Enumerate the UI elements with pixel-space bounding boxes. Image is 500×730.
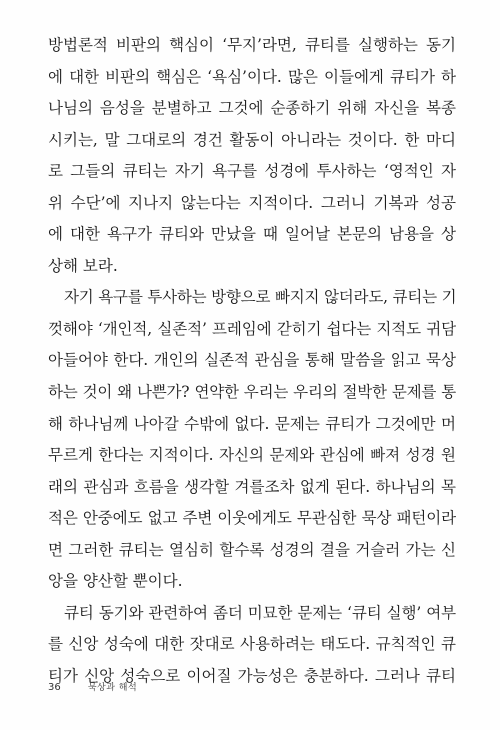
text-line: 면 그러한 큐티는 열심히 할수록 성경의 결을 거슬러 가는 신 [48,540,456,559]
text-line: 껏해야 ‘개인적, 실존적’ 프레임에 갇히기 쉽다는 지적도 귀담 [48,319,456,338]
text-line: 시키는, 말 그대로의 경건 활동이 아니라는 것이다. 한 마디 [48,130,456,149]
text-line: 아들어야 한다. 개인의 실존적 관심을 통해 말씀을 읽고 묵상 [48,351,456,370]
paragraph-1 [48,30,456,282]
paragraph-2 [48,282,456,597]
text-line: 하는 것이 왜 나쁜가? 연약한 우리는 우리의 절박한 문제를 통 [48,383,456,402]
text-line: 로 그들의 큐티는 자기 욕구를 성경에 투사하는 ‘영적인 자 [48,162,456,181]
body-text [48,30,456,692]
text-line: 자기 욕구를 투사하는 방향으로 빠지지 않더라도, 큐티는 기 [64,288,456,307]
text-line: 해 하나님께 나아갈 수밖에 없다. 문제는 큐티가 그것에만 머 [48,414,456,433]
text-line: 방법론적 비판의 핵심이 ‘무지’라면, 큐티를 실행하는 동기 [48,36,456,54]
page-footer [48,678,137,692]
text-line: 위 수단’에 지나지 않는다는 지적이다. 그러니 기복과 성공 [48,193,456,212]
text-line: 큐티 동기와 관련하여 좀더 미묘한 문제는 ‘큐티 실행’ 여부 [64,603,456,622]
page-number: 36 [48,682,61,693]
text-line: 무르게 한다는 지적이다. 자신의 문제와 관심에 빠져 성경 원 [48,446,456,465]
text-line: 래의 관심과 흐름을 생각할 겨를조차 없게 된다. 하나님의 목 [48,477,456,496]
text-line: 앙을 양산할 뿐이다. [48,572,183,591]
text-line: 나님의 음성을 분별하고 그것에 순종하기 위해 자신을 복종 [48,99,456,118]
text-line: 에 대한 욕구가 큐티와 만났을 때 일어날 본문의 남용을 상 [48,225,456,244]
text-line: 를 신앙 성숙에 대한 잣대로 사용하려는 태도다. 규칙적인 큐 [48,635,456,654]
text-line: 상해 보라. [48,256,118,275]
text-line: 에 대한 비판의 핵심은 ‘욕심’이다. 많은 이들에게 큐티가 하 [48,67,456,86]
text-line: 티가 신앙 성숙으로 이어질 가능성은 충분하다. 그러나 큐티 [48,666,456,685]
text-line: 적은 안중에도 없고 주변 이웃에게도 무관심한 묵상 패턴이라 [48,509,456,528]
running-title: 묵상과 해석 [87,683,138,693]
